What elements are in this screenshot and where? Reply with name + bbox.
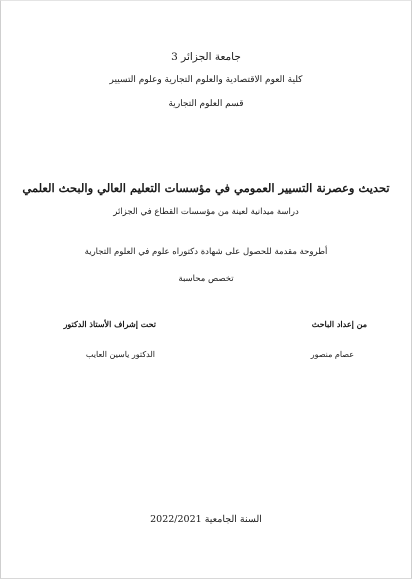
faculty-name: كلية العوم الاقتصادية والعلوم التجارية وعلوم التسيير xyxy=(109,75,303,85)
thesis-subtitle: دراسة ميدانية لعينة من مؤسسات القطاع في الجزائر xyxy=(113,207,299,217)
supervisor-name: الدكتور ياسين العايب xyxy=(85,350,155,359)
supervisor-label: تحت إشراف الأستاذ الدكتور xyxy=(63,319,156,329)
academic-year: السنة الجامعية 2022/2021 xyxy=(150,514,262,525)
university-name: جامعة الجزائر 3 xyxy=(171,51,241,63)
specialty: تخصص محاسبة xyxy=(178,274,234,284)
thesis-title: تحديث وعصرنة التسيير العمومي في مؤسسات التعليم العالي والبحث العلمي xyxy=(22,181,390,195)
department-name: قسم العلوم التجارية xyxy=(168,99,244,109)
researcher-name: عصام منصور xyxy=(310,350,354,359)
prepared-by-label: من إعداد الباحث xyxy=(311,319,367,329)
degree-statement: أطروحة مقدمة للحصول على شهادة دكتوراه علوم في العلوم التجارية xyxy=(84,247,328,257)
